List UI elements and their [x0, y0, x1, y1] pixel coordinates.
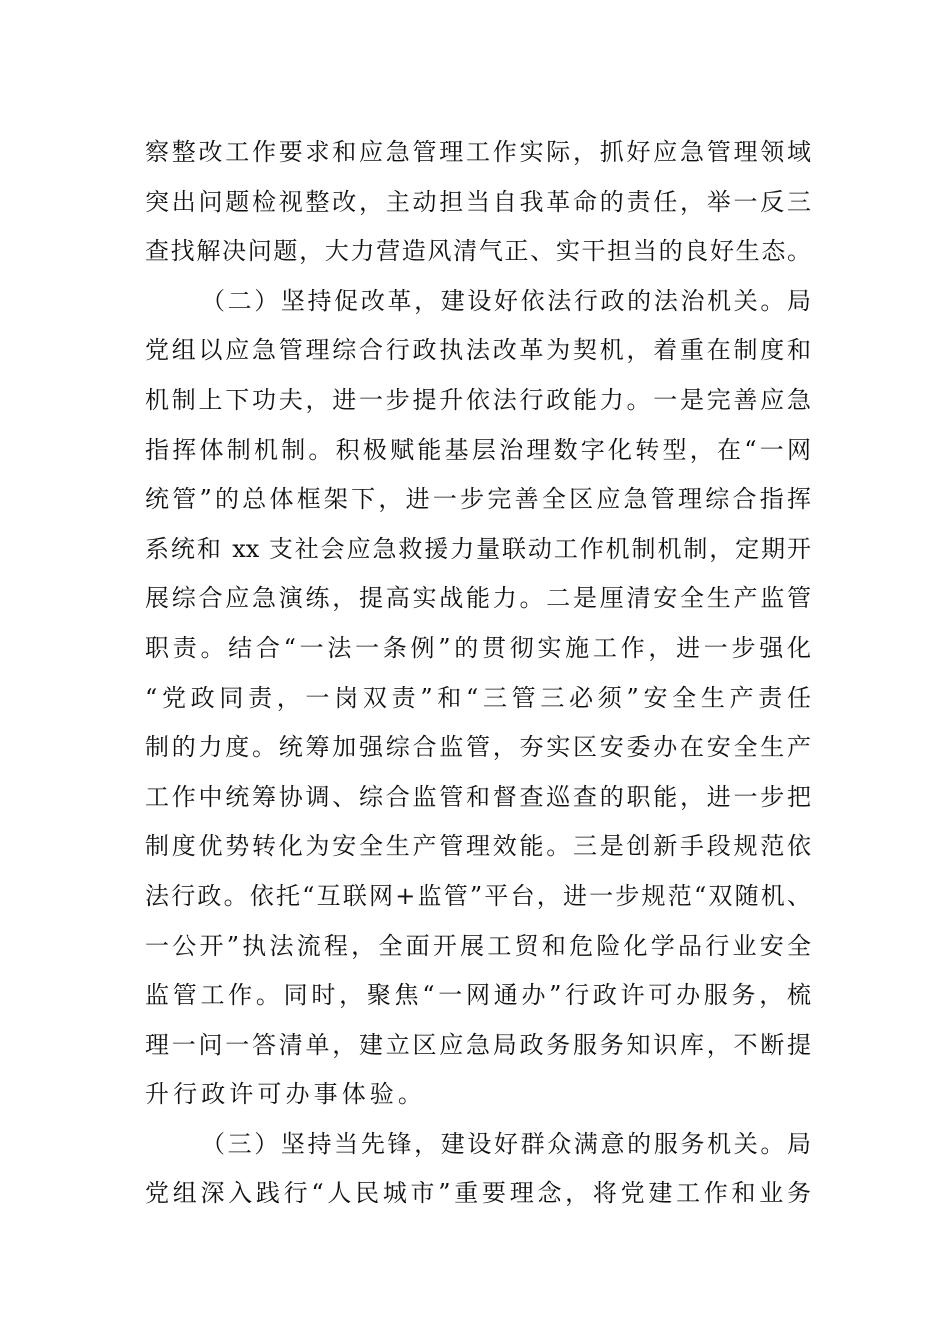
text-line: 统管”的总体框架下，进一步完善全区应急管理综合指挥: [145, 485, 811, 514]
text-line: 党组以应急管理综合行政执法改革为契机，着重在制度和: [145, 336, 811, 365]
text-line: 党组深入践行“人民城市”重要理念，将党建工作和业务: [145, 1179, 811, 1208]
text-line: 机制上下功夫，进一步提升依法行政能力。一是完善应急: [145, 385, 811, 414]
text-line: 突出问题检视整改，主动担当自我革命的责任，举一反三: [145, 187, 811, 216]
text-line: 制度优势转化为安全生产管理效能。三是创新手段规范依: [145, 832, 811, 861]
text-line: 职责。结合“一法一条例”的贯彻实施工作，进一步强化: [145, 633, 811, 662]
text-line: （二）坚持促改革，建设好依法行政的法治机关。局: [201, 286, 811, 315]
text-line: 法行政。依托“互联网+监管”平台，进一步规范“双随机、: [145, 881, 811, 910]
text-line: （三）坚持当先锋，建设好群众满意的服务机关。局: [201, 1129, 811, 1158]
text-line: 一公开”执法流程，全面开展工贸和危险化学品行业安全: [145, 931, 811, 960]
text-line: 监管工作。同时，聚焦“一网通办”行政许可办服务，梳: [145, 981, 811, 1010]
text-line: 系统和 xx 支社会应急救援力量联动工作机制机制，定期开: [145, 534, 811, 563]
text-line: 制的力度。统筹加强综合监管，夯实区安委办在安全生产: [145, 733, 811, 762]
body-text: [145, 128, 811, 1219]
text-line: 工作中统筹协调、综合监管和督查巡查的职能，进一步把: [145, 782, 811, 811]
text-line: 升行政许可办事体验。: [145, 1080, 426, 1109]
text-line: 展综合应急演练，提高实战能力。二是厘清安全生产监管: [145, 584, 811, 613]
text-line: 理一问一答清单，建立区应急局政务服务知识库，不断提: [145, 1030, 811, 1059]
text-line: “党政同责，一岗双责”和“三管三必须”安全生产责任: [145, 683, 811, 712]
text-line: 察整改工作要求和应急管理工作实际，抓好应急管理领域: [145, 138, 811, 166]
text-line: 查找解决问题，大力营造风清气正、实干担当的良好生态。: [145, 237, 811, 266]
text-line: 指挥体制机制。积极赋能基层治理数字化转型，在“一网: [145, 435, 811, 464]
